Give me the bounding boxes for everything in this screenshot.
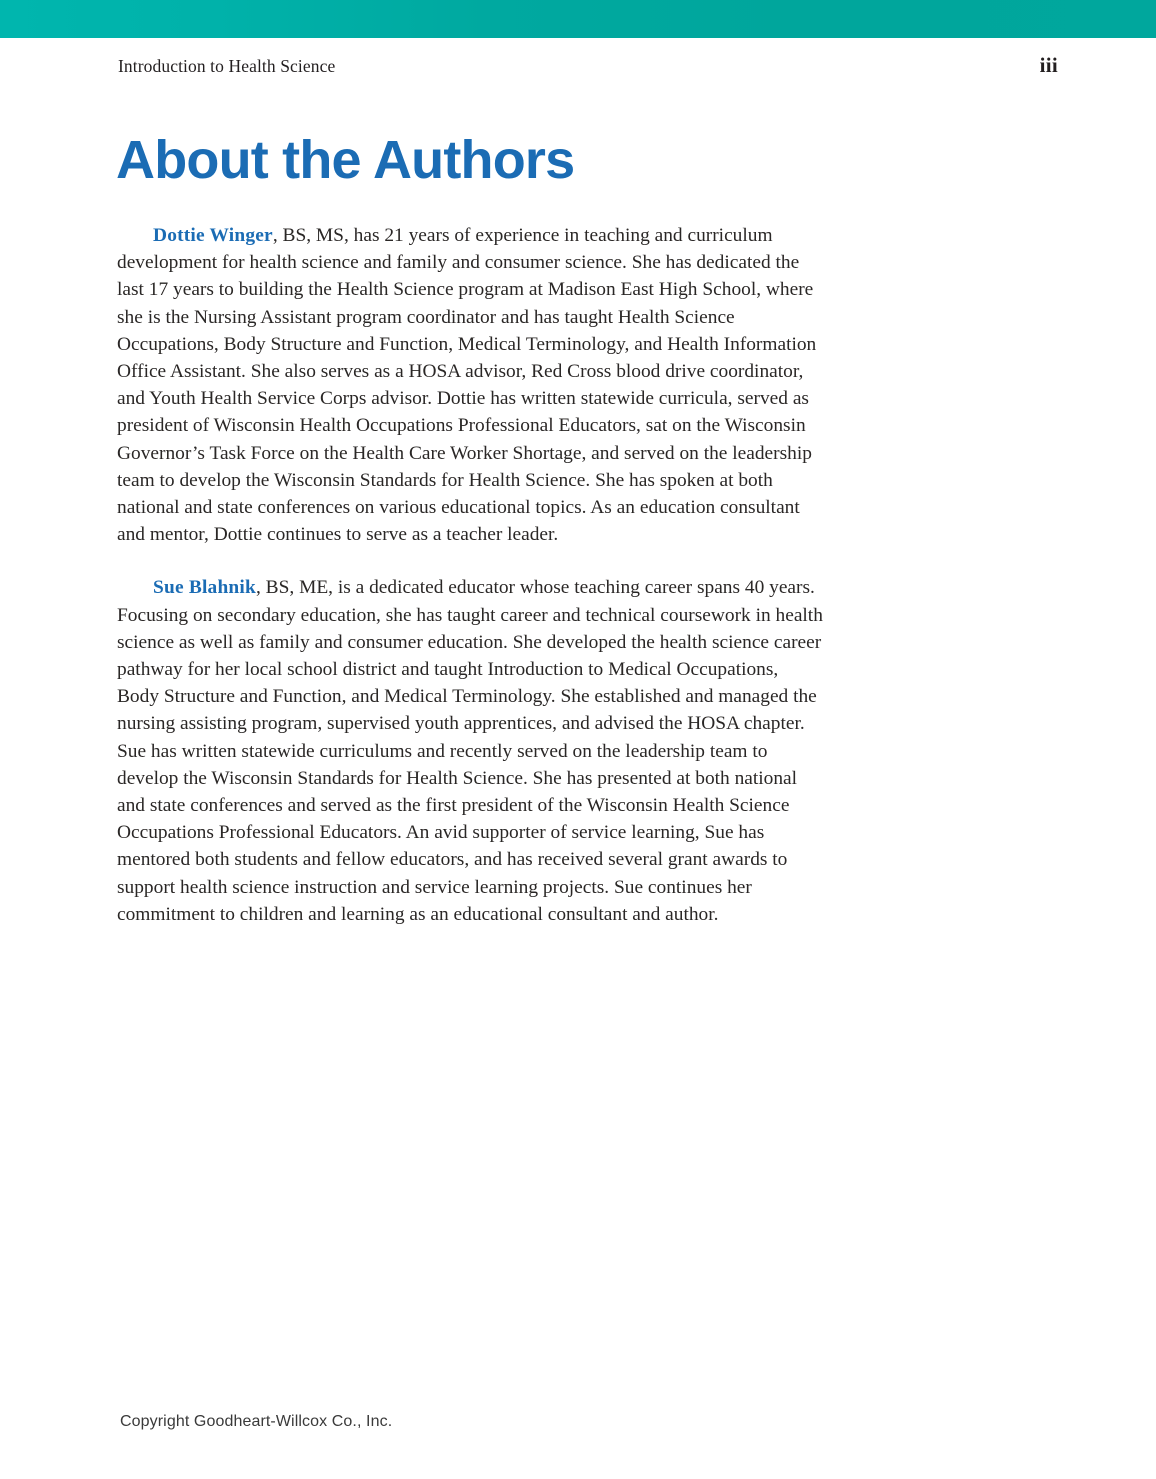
author-bio-dottie-winger (117, 222, 823, 548)
running-head-title: Introduction to Health Science (118, 56, 336, 76)
author-name-dottie-winger: Dottie Winger (153, 225, 273, 246)
author-bio-text-dottie-winger: , BS, MS, has 21 years of experience in teaching and curriculum development for health science and family and consumer science. She has dedicated the last 17 years to building the Health Science program at Madison East High School, where she is the Nursing Assistant program coordinator and has taught Health Science Occupations, Body Structure and Function, Medical Terminology, and Health Information Office Assistant. She also serves as a HOSA advisor, Red Cross blood drive coordinator, and Youth Health Service Corps advisor. Dottie has written statewide curricula, served as president of Wisconsin Health Occupations Professional Educators, sat on the Wisconsin Governor’s Task Force on the Health Care Worker Shortage, and served on the leadership team to develop the Wisconsin Standards for Health Science. She has spoken at both national and state conferences on various educational topics. As an education consultant and mentor, Dottie continues to serve as a teacher leader. (117, 225, 817, 546)
copyright-footer: Copyright Goodheart-Willcox Co., Inc. (120, 1413, 393, 1430)
page-number: iii (1039, 53, 1058, 77)
author-name-sue-blahnik: Sue Blahnik (153, 577, 256, 599)
author-bios (117, 222, 823, 928)
author-bio-sue-blahnik (117, 574, 823, 928)
paragraph-spacer (117, 560, 823, 574)
author-bio-text-sue-blahnik: , BS, ME, is a dedicated educator whose teaching career spans 40 years. Focusing on secondary education, she has taught career and technical coursework in health science as well as family and consumer education. She developed the health science career pathway for her local school district and taught Introduction to Medical Occupations, Body Structure and Function, and Medical Terminology. She established and managed the nursing assisting program, supervised youth apprentices, and advised the HOSA chapter. Sue has written statewide curriculums and recently served on the leadership team to develop the Wisconsin Standards for Health Science. She has presented at both national and state conferences and served as the first president of the Wisconsin Health Science Occupations Professional Educators. An avid supporter of service learning, Sue has mentored both students and fellow educators, and has received several grant awards to support health science instruction and service learning projects. Sue continues her commitment to children and learning as an educational consultant and author. (117, 577, 823, 925)
running-head (118, 53, 1058, 82)
page-header-band (0, 0, 1156, 38)
page-title: About the Authors (116, 130, 575, 191)
